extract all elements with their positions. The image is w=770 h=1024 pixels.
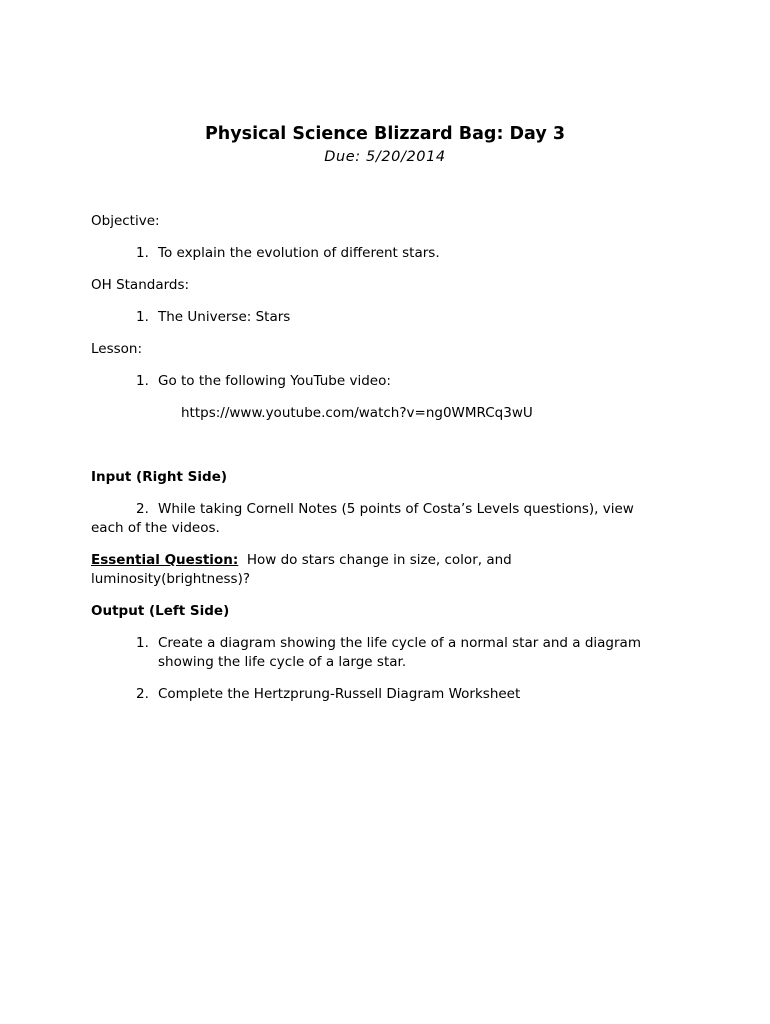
list-item-text: To explain the evolution of different stars. — [158, 245, 440, 261]
essential-question-label: Essential Question: — [91, 552, 239, 568]
youtube-link[interactable]: https://www.youtube.com/watch?v=ng0WMRCq3wU — [181, 405, 533, 421]
essential-question-continuation: luminosity(brightness)? — [91, 571, 251, 587]
output-item-2 — [136, 685, 520, 704]
list-item-text: Go to the following YouTube video: — [158, 373, 391, 389]
list-number: 1. — [136, 245, 149, 261]
output-item-1-continuation: showing the life cycle of a large star. — [158, 654, 407, 670]
input-item-continuation: each of the videos. — [91, 520, 220, 536]
objective-item-1 — [136, 244, 440, 263]
essential-question-text: How do stars change in size, color, and — [246, 552, 512, 568]
lesson-item-1 — [136, 372, 391, 391]
essential-question — [91, 551, 512, 570]
list-number: 1. — [136, 635, 149, 651]
input-heading: Input (Right Side) — [91, 469, 228, 485]
standards-item-1 — [136, 308, 290, 327]
objective-label: Objective: — [91, 213, 160, 229]
list-number: 1. — [136, 309, 149, 325]
output-item-1 — [136, 634, 641, 653]
list-item-text: Complete the Hertzprung-Russell Diagram Worksheet — [158, 686, 521, 702]
list-number: 1. — [136, 373, 149, 389]
list-item-text: Create a diagram showing the life cycle of a normal star and a diagram — [158, 635, 641, 651]
list-number: 2. — [136, 686, 149, 702]
lesson-label: Lesson: — [91, 341, 143, 357]
due-date: Due: 5/20/2014 — [324, 149, 446, 165]
output-heading: Output (Left Side) — [91, 603, 230, 619]
page-title: Physical Science Blizzard Bag: Day 3 — [204, 124, 566, 144]
list-item-text: While taking Cornell Notes (5 points of Costa’s Levels questions), view — [158, 501, 634, 517]
input-item-2 — [136, 500, 634, 519]
standards-label: OH Standards: — [91, 277, 190, 293]
list-number: 2. — [136, 501, 149, 517]
list-item-text: The Universe: Stars — [158, 309, 291, 325]
